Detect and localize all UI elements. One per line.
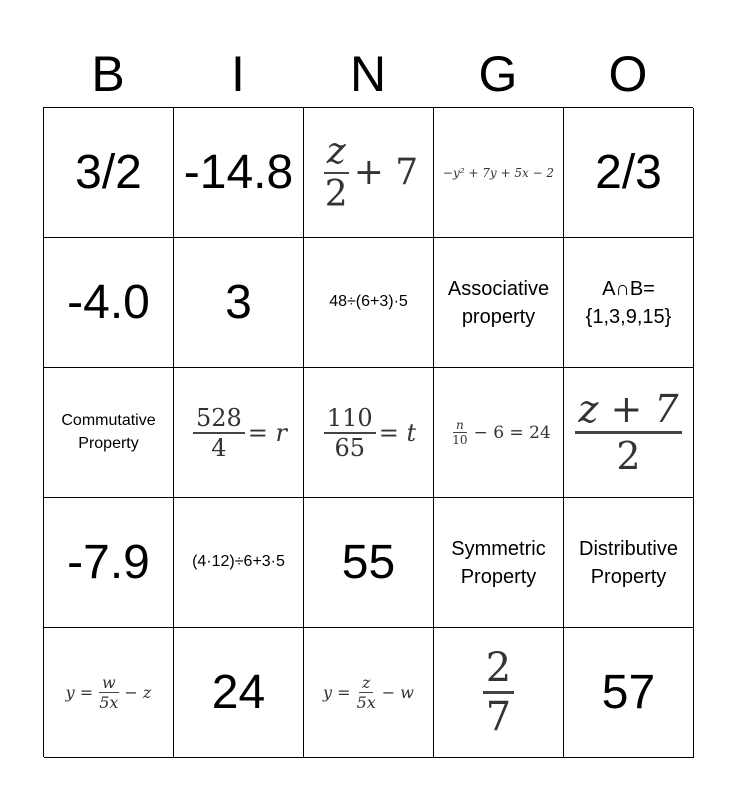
header-letter-i: I: [231, 46, 245, 102]
cell-text: Distributive Property: [579, 537, 678, 588]
fraction-denominator: 65: [334, 433, 366, 462]
cell-text: 55: [341, 536, 396, 589]
bingo-cell[interactable]: [304, 238, 434, 368]
bingo-cell[interactable]: [304, 108, 434, 238]
bingo-cell[interactable]: [304, 628, 434, 758]
fraction-numerator: 110: [324, 404, 376, 434]
fraction-denominator: 10: [452, 433, 468, 447]
bingo-cell[interactable]: [174, 628, 304, 758]
fraction-numerator: w: [99, 673, 119, 693]
cell-text: Symmetric Property: [451, 537, 546, 588]
math-expression: [446, 418, 550, 447]
cell-text: 2/3: [595, 146, 662, 199]
bingo-cell[interactable]: [44, 628, 174, 758]
cell-text: 24: [211, 666, 266, 719]
fraction: [324, 404, 376, 462]
fraction-numerator: z: [359, 673, 373, 693]
bingo-cell[interactable]: [174, 368, 304, 498]
math-expression: [323, 673, 414, 712]
math-expression: −y² + 7y + 5x − 2: [442, 165, 555, 180]
cell-text-group: [586, 275, 672, 331]
bingo-cell[interactable]: [434, 368, 564, 498]
cell-text: Associative property: [447, 277, 550, 328]
fraction: [322, 131, 351, 215]
bingo-cell[interactable]: [44, 238, 174, 368]
expression-rest: = t: [378, 418, 417, 447]
fraction-denominator: 2: [616, 434, 641, 478]
header-letter-b: B: [91, 46, 125, 102]
bingo-cell[interactable]: [304, 498, 434, 628]
bingo-cell[interactable]: [564, 498, 694, 628]
bingo-cell[interactable]: [564, 108, 694, 238]
cell-line-1: A∩B=: [602, 277, 655, 300]
cell-text: 48÷(6+3)·5: [329, 293, 408, 311]
fraction-numerator: n: [453, 418, 467, 433]
bingo-cell[interactable]: [564, 368, 694, 498]
expression-rest: − 6 = 24: [473, 422, 551, 443]
bingo-header: [43, 44, 693, 104]
bingo-board: [43, 107, 693, 757]
header-letter-n: N: [349, 46, 387, 102]
header-letter-o: O: [608, 46, 648, 102]
fraction-denominator: 5x: [99, 693, 119, 712]
math-expression: [66, 673, 152, 712]
expression-rest: − w: [381, 683, 414, 702]
cell-text: 3/2: [75, 146, 142, 199]
expression-rest: − z: [124, 683, 152, 702]
cell-text: -14.8: [183, 146, 294, 199]
cell-text: -4.0: [67, 276, 150, 329]
fraction-numerator: z + 7: [575, 387, 681, 434]
bingo-cell[interactable]: [304, 368, 434, 498]
fraction-numerator: z: [324, 131, 349, 174]
cell-line-2: {1,3,9,15}: [585, 305, 672, 328]
math-expression: [321, 404, 416, 462]
expression-lhs: y =: [323, 683, 351, 702]
bingo-cell[interactable]: [174, 238, 304, 368]
cell-text: (4·12)÷6+3·5: [192, 553, 285, 571]
bingo-cell[interactable]: [44, 108, 174, 238]
bingo-cell[interactable]: [44, 368, 174, 498]
fraction: [354, 673, 379, 712]
cell-text: Commutative Property: [61, 412, 156, 452]
bingo-cell[interactable]: [564, 628, 694, 758]
expression-rest: + 7: [353, 152, 419, 193]
fraction: [483, 645, 514, 740]
bingo-cell[interactable]: [434, 238, 564, 368]
bingo-cell[interactable]: [174, 498, 304, 628]
fraction-denominator: 5x: [356, 693, 376, 712]
expression-rest: = r: [247, 418, 288, 447]
math-expression: [572, 387, 684, 478]
bingo-cell[interactable]: [174, 108, 304, 238]
bingo-cell[interactable]: [44, 498, 174, 628]
fraction-numerator: 528: [193, 404, 245, 434]
bingo-cell[interactable]: [434, 628, 564, 758]
fraction-denominator: 4: [211, 433, 227, 462]
fraction: [449, 418, 470, 447]
math-expression: [480, 645, 517, 740]
bingo-cell[interactable]: [434, 108, 564, 238]
math-expression: [319, 131, 418, 215]
fraction-denominator: 7: [485, 694, 512, 740]
fraction: [96, 673, 121, 712]
header-letter-g: G: [478, 46, 518, 102]
cell-text: 3: [225, 276, 252, 329]
fraction-numerator: 2: [483, 645, 514, 694]
fraction: [575, 387, 681, 478]
bingo-cell[interactable]: [434, 498, 564, 628]
cell-text: 57: [601, 666, 656, 719]
cell-text: -7.9: [67, 536, 150, 589]
math-expression: [190, 404, 287, 462]
fraction-denominator: 2: [324, 173, 348, 215]
bingo-cell[interactable]: [564, 238, 694, 368]
expression-lhs: y =: [65, 683, 94, 702]
fraction: [193, 404, 245, 462]
